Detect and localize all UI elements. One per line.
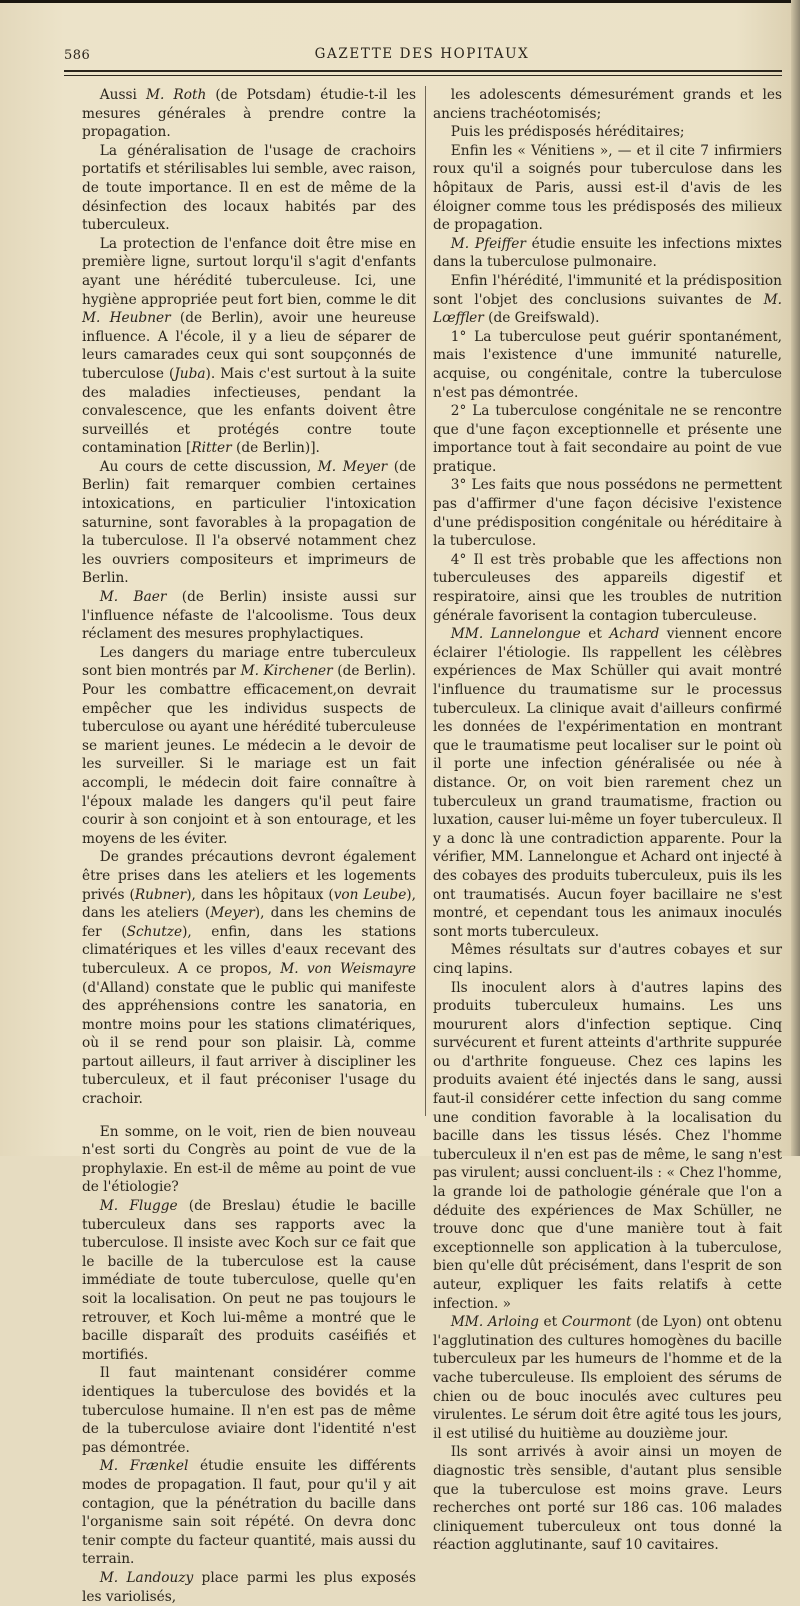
paragraph [82, 142, 416, 235]
paragraph [82, 86, 416, 142]
text-run: 4° Il est très probable que les affections non tuberculeuses des appareils digestif et respiratoire, ainsi que les troubles de nutrition générale favorisent la contagion tuberculeuse. [433, 551, 782, 624]
italic-name: M. Flugge [99, 1198, 178, 1215]
paragraph [433, 979, 782, 1314]
italic-name: Schutze [126, 923, 183, 940]
paragraph [433, 235, 782, 272]
paragraph [82, 235, 416, 458]
italic-name: Rubner [134, 886, 187, 903]
text-run: La protection de l'enfance doit être mise en première ligne, surtout lorqu'il s'agit d'enfants ayant une hérédité tuberculeuse. Ici, une hygiène appropriée peut fort bien, comme le dit [82, 235, 416, 308]
text-run: (de Berlin)]. [231, 440, 320, 457]
text-run: Aussi [99, 87, 146, 103]
text-run: les adolescents démesurément grands et les anciens trachéotomisés; [433, 87, 782, 122]
italic-name: M. Frænkel [99, 1458, 189, 1475]
page-number: 586 [64, 48, 91, 63]
text-run: Enfin l'hérédité, l'immunité et la prédisposition sont l'objet des conclusions suivantes de [433, 272, 782, 308]
text-run: En somme, on le voit, rien de bien nouveau n'est sorti du Congrès au point de vue de la prophylaxie. En est-il de même au point de vue de l'étiologie? [82, 1123, 416, 1196]
italic-name: MM. Lannelongue [450, 626, 581, 643]
text-run: 1° La tuberculose peut guérir spontanément, mais l'existence d'une immunité naturelle, acquise, ou congénitale, contre la tuberculose n'est pas démontrée. [433, 328, 782, 401]
text-run: étudie ensuite les différents modes de propagation. Il faut, pour qu'il y ait contagion, que la pénétration du bacille dans l'organisme sain soit répété. On devra donc tenir compte du facteur quantité, mais aussi du terrain. [82, 1458, 416, 1568]
page-edge-shadow [791, 0, 800, 1156]
text-run: (d'Alland) constate que le public qui manifeste des appréhensions contre les sanatoria, en montre moins pour les stations climatériques, où il se rend pour son plaisir. Là, comme partout ailleurs, il faut arriver à discipliner les tuberculeux, et il faut préconiser l'usage du crachoir. [82, 979, 416, 1108]
paragraph [82, 458, 416, 588]
italic-name: M. Roth [145, 87, 207, 103]
paragraph [433, 402, 782, 476]
text-run: Ils sont arrivés à avoir ainsi un moyen de diagnostic très sensible, d'autant plus sensible que la tuberculose est moins grave. Leurs recherches ont porté sur 186 cas. 106 malades cliniquement tuberculeux ont tous donné la réaction agglutinante, sauf 10 cavitaires. [433, 1444, 782, 1554]
italic-name: von Leube [333, 886, 407, 903]
text-run: viennent encore éclairer l'étiologie. Ils rappellent les célèbres expériences de Max Schüller qui avait montré l'influence du traumatisme sur le processus tuberculeux. La clinique avait d'ailleurs confirmé les données de l'expérimentation en montrant que le traumatisme peut localiser sur le point où il porte une infection généralisée ou née à distance. Or, on voit bien rarement chez un tuberculeux un grand traumatisme, fraction ou luxation, causer lui-même un foyer tuberculeux. Il y a donc là une contradiction apparente. Pour la vérifier, MM. Lannelongue et Achard ont injecté à des cobayes des produits tuberculeux, puis ils les ont traumatisés. Aucun foyer bacillaire ne s'est montré, et cependant tous les animaux inoculés sont morts tuberculeux. [433, 626, 782, 940]
right-column [433, 86, 782, 1555]
text-run: De grandes précautions devront également être prises dans les ateliers et les logements privés ( [82, 849, 416, 903]
italic-name: M. Baer [99, 589, 167, 606]
text-run: (de Berlin) fait remarquer combien certaines intoxications, en particulier l'intoxication saturnine, sont favorables à la propagation de la tuberculose. Il l'a observé notamment chez les ouvriers compositeurs et imprimeurs de Berlin. [82, 458, 416, 587]
text-run: ), dans les ateliers ( [82, 886, 416, 922]
paragraph [433, 625, 782, 941]
italic-name: M. von Weismayre [280, 960, 416, 977]
text-run: (de Potsdam) étudie-t-il les mesures générales à prendre contre la propagation. [82, 87, 416, 141]
text-run: place parmi les plus exposés les variolisés, [82, 1569, 417, 1605]
text-run: Enfin les « Vénitiens », — et il cite 7 infirmiers roux qu'il a soignés pour tuberculose dans les hôpitaux de Paris, aussi est-il d'avis de les éloigner comme tous les prédisposés des milieux de propagation. [433, 142, 782, 234]
paragraph [433, 1313, 782, 1443]
paragraph [433, 941, 782, 978]
paragraph [433, 142, 782, 235]
paragraph [82, 1457, 416, 1569]
text-run: et [580, 626, 610, 643]
text-run: 3° Les faits que nous possédons ne permettent pas d'affirmer d'une façon décisive l'existence d'une prédisposition congénitale ou héréditaire à la tuberculose. [433, 477, 782, 550]
text-run: ), dans les chemins de fer ( [82, 905, 416, 940]
italic-name: M. Pfeiffer [450, 235, 526, 252]
paragraph [433, 328, 782, 402]
italic-name: M. Meyer [317, 458, 388, 475]
text-run: ). Mais c'est surtout à la suite des maladies infectieuses, pendant la convalescence, que les enfants doivent être surveillés et protégés contre toute contamination [ [82, 365, 416, 457]
italic-name: Achard [609, 626, 660, 643]
text-run: 2° La tuberculose congénitale ne se rencontre que d'une façon exceptionnelle et présente une importance tout à fait secondaire au point de vue pratique. [433, 403, 782, 475]
italic-name: MM. Arloing [450, 1314, 539, 1331]
paragraph [433, 123, 782, 142]
text-run: (de Breslau) étudie le bacille tuberculeux dans ses rapports avec la tuberculose. Il insiste avec Koch sur ce fait que le bacille de la tuberculose est la cause immédiate de toute tuberculose, quelle qu'en soit la localisation. On peut ne pas toujours le retrouver, et Koch lui-même a montré que le bacille disparaît des produits caséifiés et mortifiés. [82, 1198, 416, 1363]
text-run: ), dans les hôpitaux ( [186, 886, 334, 903]
paragraph [433, 272, 782, 328]
italic-name: Courmont [561, 1314, 632, 1331]
italic-name: Meyer [210, 905, 255, 922]
italic-name: Ritter [191, 440, 232, 457]
text-run: étudie ensuite les infections mixtes dans la tuberculose pulmonaire. [433, 235, 782, 271]
text-run: ), enfin, dans les stations climatériques et les villes d'eaux recevant des tuberculeux. A ce propos, [82, 923, 416, 977]
column-divider [425, 86, 426, 1116]
text-run: Ils inoculent alors à d'autres lapins des produits tuberculeux humains. Les uns moururent alors d'infection septique. Cinq survécurent et furent atteints d'arthrite suppurée ou d'arthrite fongueuse. Chez ces lapins les produits avaient été injectés dans le sang, aussi faut-il considérer cette infection du sang comme une condition favorable à la localisation du bacille dans les tissus lésés. Chez l'homme tuberculeux il n'en est pas de même, le sang n'est pas virulent; aussi concluent-ils : « Chez l'homme, la grande loi de pathologie générale que l'on a déduite des expériences de Max Schüller, ne trouve donc que d'une manière tout à fait exceptionnelle son application à la tuberculose, bien qu'elle dût précisément, dans l'esprit de son auteur, expliquer les faits relatifs à cette infection. » [433, 979, 782, 1312]
paragraph [82, 1364, 416, 1457]
text-run: Les dangers du mariage entre tuberculeux sont bien montrés par [82, 644, 416, 680]
text-run: Mêmes résultats sur d'autres cobayes et sur cinq lapins. [433, 942, 782, 977]
italic-name: M. Landouzy [99, 1569, 194, 1586]
header-rule-thick [64, 70, 782, 72]
paragraph [82, 1569, 416, 1606]
page-header [64, 42, 780, 66]
text-run: et [538, 1314, 562, 1331]
paragraph [433, 86, 782, 123]
text-run: Puis les prédisposés héréditaires; [450, 124, 685, 141]
header-rule-thin [64, 75, 782, 76]
italic-name: M. Heubner [82, 310, 171, 327]
text-run: Au cours de cette discussion, [99, 458, 318, 475]
top-border [0, 0, 800, 3]
text-run: (de Greifswald). [483, 310, 600, 327]
text-run: (de Berlin). Pour les combattre efficacement,on devrait empêcher que les individus suspects de tuberculose ou ayant une hérédité tuberculeuse se marient jeunes. Le médecin a le devoir de les surveiller. Si le mariage est un fait accompli, le médecin doit faire connaître à l'époux malade les dangers qu'il peut faire courir à son conjoint et à son entourage, et les moyens de les éviter. [82, 663, 416, 847]
paragraph [433, 476, 782, 550]
text-run: (de Lyon) ont obtenu l'agglutination des cultures homogènes du bacille tuberculeux par les humeurs de l'homme et de la vache tuberculeuse. Ils emploient des sérums de chien ou de bouc inoculés avec cultures peu virulentes. Le sérum doit être agité tous les jours, il est utilisé du huitième au douzième jour. [433, 1314, 783, 1442]
text-run: Il faut maintenant considérer comme identiques la tuberculose des bovidés et la tuberculose humaine. Il n'en est pas de même de la tuberculose aviaire dont l'identité n'est pas démontrée. [82, 1365, 416, 1456]
text-run: (de Berlin), avoir une heureuse influence. A l'école, il y a lieu de séparer de leurs camarades ceux qui sont soupçonnés de tuberculose ( [82, 310, 416, 382]
paragraph [82, 644, 416, 849]
paragraph [433, 1443, 782, 1555]
text-run: (de Berlin) insiste aussi sur l'influence néfaste de l'alcoolisme. Tous deux réclament des mesures prophylactiques. [82, 589, 416, 643]
paragraph [82, 588, 416, 644]
paragraph [433, 551, 782, 625]
text-run: La généralisation de l'usage de crachoirs portatifs et stérilisables lui semble, avec raison, de toute importance. Il en est de même de la désinfection des locaux habités par des tuberculeux. [82, 142, 416, 234]
paragraph [82, 848, 416, 1108]
paragraph [82, 1123, 416, 1197]
paragraph [82, 1197, 416, 1364]
left-column [82, 86, 416, 1606]
italic-name: Juba [174, 365, 206, 382]
italic-name: M. Kirchener [240, 663, 333, 680]
publication-title: GAZETTE DES HOPITAUX [314, 46, 530, 62]
italic-name: M. Lœffler [433, 291, 782, 327]
